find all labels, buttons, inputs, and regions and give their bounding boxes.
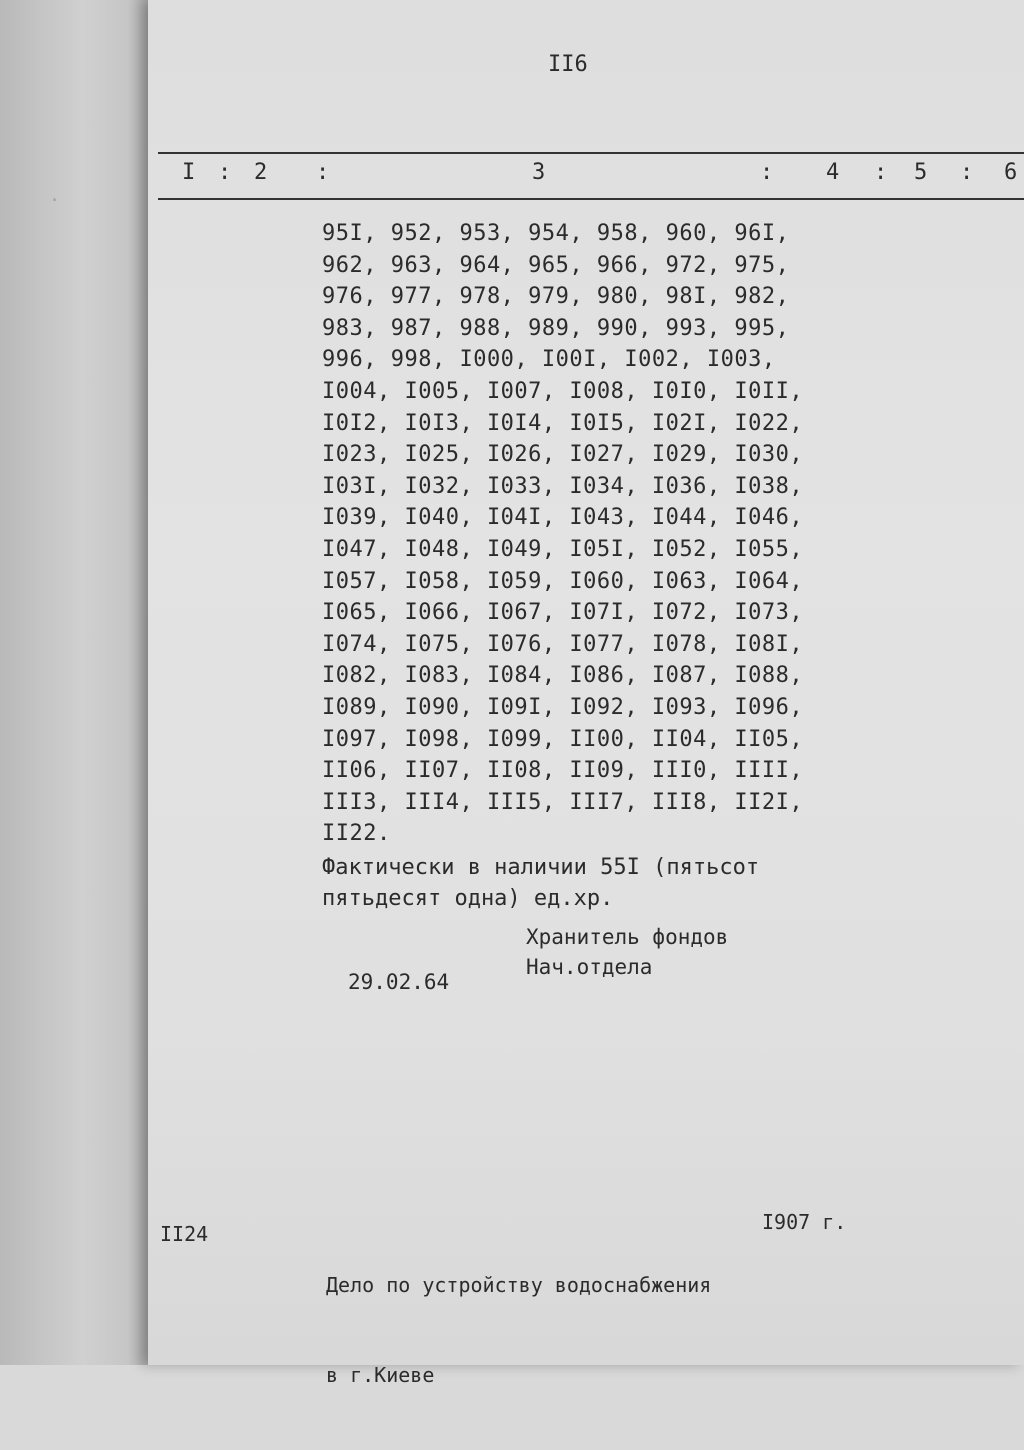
entry-year: I907 г. [762,1210,847,1234]
signatory-role: Хранитель фондов [526,925,729,949]
list-line: 996, 998, I000, I00I, I002, I003, [322,347,776,373]
list-line: I074, I075, I076, I077, I078, I08I, [322,631,804,657]
column-separator: : [316,160,330,185]
list-line: I039, I040, I04I, I043, I044, I046, [322,505,804,531]
list-line: 983, 987, 988, 989, 990, 993, 995, [322,315,790,341]
list-line: II06, II07, II08, II09, III0, IIII, [322,758,804,784]
bleed-mark: . [49,185,60,206]
list-line: I023, I025, I026, I027, I029, I030, [322,442,804,468]
summary-line: пятьдесят одна) ед.хр. [322,886,614,911]
list-line: I0I2, I0I3, I0I4, I0I5, I02I, I022, [322,410,804,436]
document-page [148,0,1024,1387]
list-line: I057, I058, I059, I060, I063, I064, [322,568,804,594]
list-line: II22. [322,821,391,847]
column-header: 4 [826,160,840,185]
list-line: I082, I083, I084, I086, I087, I088, [322,663,804,689]
column-separator: : [960,160,974,185]
column-header: 5 [914,160,928,185]
page-number: II6 [548,52,588,77]
summary-line: Фактически в наличии 55I (пятьсот [322,855,760,880]
list-line: I065, I066, I067, I07I, I072, I073, [322,600,804,626]
inventory-numbers-list [322,218,803,850]
entry-title-line: в г.Киеве [326,1363,435,1387]
column-header: I [182,160,196,185]
summary-text [322,852,759,914]
column-separator: : [760,160,774,185]
list-line: 976, 977, 978, 979, 980, 98I, 982, [322,284,790,310]
table-header-bottom-rule [158,198,1024,200]
document-date: 29.02.64 [348,970,450,994]
table-header-top-rule [158,152,1024,154]
list-line: 962, 963, 964, 965, 966, 972, 975, [322,252,790,278]
entry-title [326,1210,711,1450]
list-line: III3, III4, III5, III7, III8, II2I, [322,789,804,815]
list-line: I047, I048, I049, I05I, I052, I055, [322,536,804,562]
signature-block [526,922,728,982]
column-separator: : [218,160,232,185]
column-separator: : [874,160,888,185]
list-line: I004, I005, I007, I008, I0I0, I0II, [322,378,804,404]
list-line: I089, I090, I09I, I092, I093, I096, [322,694,804,720]
list-line: I03I, I032, I033, I034, I036, I038, [322,473,804,499]
left-facing-page [0,0,150,1365]
entry-number: II24 [160,1222,209,1246]
column-header: 2 [254,160,268,185]
column-header: 6 [1004,160,1018,185]
list-line: 95I, 952, 953, 954, 958, 960, 96I, [322,221,790,246]
column-header: 3 [532,160,546,185]
list-line: I097, I098, I099, II00, II04, II05, [322,726,804,752]
signatory-role: Нач.отдела [526,955,653,979]
entry-title-line: Дело по устройству водоснабжения [326,1273,712,1297]
